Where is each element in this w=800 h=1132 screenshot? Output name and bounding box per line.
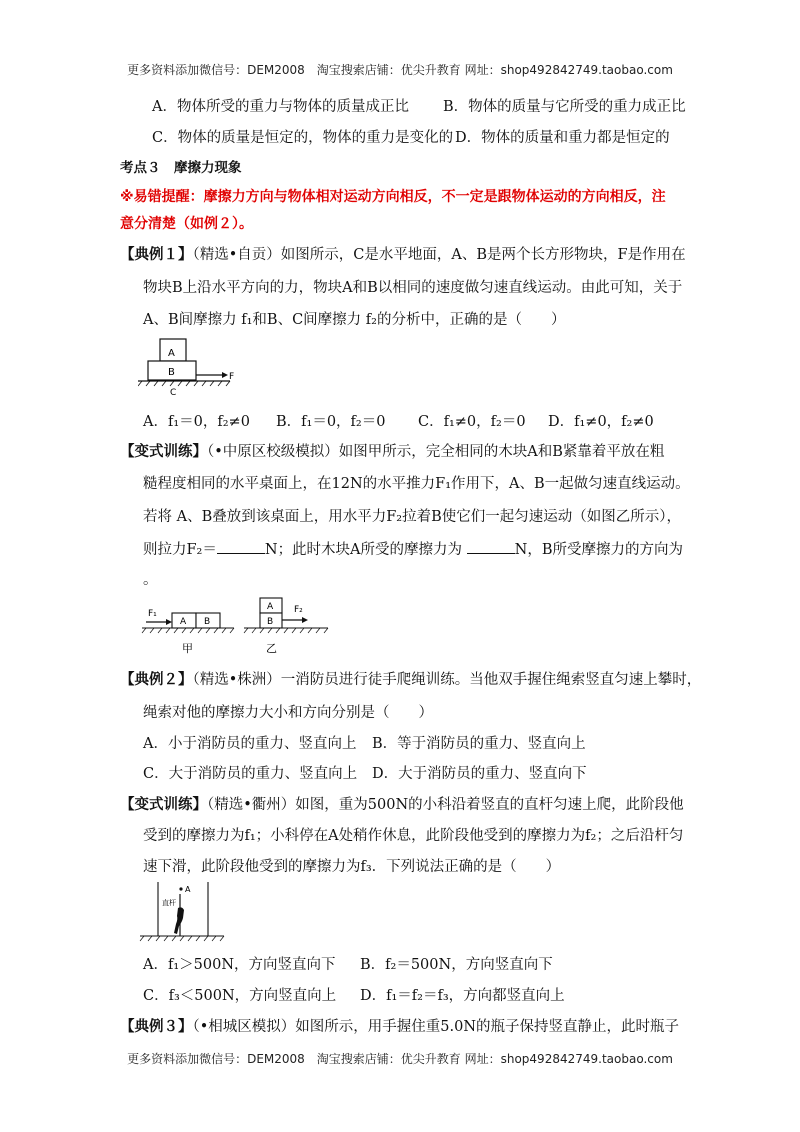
var1-line-3: 若将 A、B叠放到该桌面上，用水平力F₂拉着B使它们一起匀速运动（如图乙所示），: [143, 509, 682, 525]
ex1-line-2: 物块B上沿水平方向的力，物块A和B以相同的速度做匀速直线运动。由此可知，关于: [143, 280, 683, 296]
jia-caption: 甲: [182, 642, 193, 655]
ex2-label: 【典例２】: [120, 672, 193, 688]
ex1-option-c: C．f₁≠0，f₂＝0: [418, 414, 526, 430]
f1-label: F₁: [148, 609, 157, 619]
blank-f2: [217, 539, 265, 554]
var2-label: 【变式训练】: [120, 797, 207, 813]
var2-line-3: 速下滑，此阶段他受到的摩擦力为f₃．下列说法正确的是（ ）: [143, 859, 561, 875]
warning-line-1: ※易错提醒：摩擦力方向与物体相对运动方向相反，不一定是跟物体运动的方向相反，注: [120, 189, 666, 205]
svg-text:A: A: [180, 617, 187, 627]
var2-line-2: 受到的摩擦力为f₁；小科停在A处稍作休息，此阶段他受到的摩擦力为f₂；之后沿杆匀: [143, 828, 684, 844]
pole-label: 直杆: [162, 899, 176, 907]
svg-text:A: A: [267, 602, 274, 612]
ex1-option-b: B．f₁＝0，f₂＝0: [276, 414, 386, 430]
var2-option-b: B．f₂＝500N，方向竖直向下: [360, 957, 553, 973]
ex2-option-a: A．小于消防员的重力、竖直向上: [143, 736, 357, 752]
ex1-option-d: D．f₁≠0，f₂≠0: [548, 414, 654, 430]
prev-option-c: C．物体的质量是恒定的，物体的重力是变化的: [152, 130, 454, 146]
var1-line-2: 糙程度相同的水平桌面上，在12N的水平推力F₁作用下，A、B一起做匀速直线运动。: [143, 476, 690, 492]
prev-option-d: D．物体的质量和重力都是恒定的: [455, 130, 670, 146]
ex2-line-1: 【典例２】（精选•株洲）一消防员进行徒手爬绳训练。当他双手握住绳索竖直匀速上攀时，: [120, 672, 702, 688]
var1-line-5: 。: [143, 572, 158, 588]
page-header: 更多资料添加微信号：DEM2008 淘宝搜索店铺：优尖升教育 网址：shop492842749.taobao.com: [127, 63, 673, 77]
ex3-label: 【典例３】: [120, 1019, 193, 1035]
point-a-label: A: [185, 885, 191, 894]
force-f-label: F: [229, 372, 235, 382]
var1-line-4: 则拉力F₂＝ N；此时木块A所受的摩擦力为 N，B所受摩擦力的方向为: [143, 539, 683, 560]
section-title: 考点３ 摩擦力现象: [120, 160, 242, 176]
ex1-option-a: A．f₁＝0，f₂≠0: [143, 414, 250, 430]
var2-line-1: 【变式训练】（精选•衢州）如图，重为500N的小科沿着竖直的直杆匀速上爬，此阶段他: [120, 797, 684, 813]
var1-label: 【变式训练】: [120, 444, 207, 460]
var2-option-d: D．f₁＝f₂＝f₃，方向都竖直向上: [360, 988, 565, 1004]
ex1-figure: [138, 336, 248, 398]
ex3-line-1: 【典例３】（•相城区模拟）如图所示，用手握住重5.0N的瓶子保持竖直静止，此时瓶子: [120, 1019, 680, 1035]
var2-option-c: C．f₃＜500N，方向竖直向上: [143, 988, 337, 1004]
yi-caption: 乙: [266, 642, 277, 655]
f2-label: F₂: [294, 605, 303, 615]
warning-line-2: 意分清楚（如例２）。: [120, 216, 253, 232]
climber-icon: [174, 907, 184, 934]
ex2-option-c: C．大于消防员的重力、竖直向上: [143, 766, 358, 782]
svg-text:B: B: [204, 617, 211, 627]
svg-text:B: B: [267, 617, 274, 627]
page-footer: 更多资料添加微信号：DEM2008 淘宝搜索店铺：优尖升教育 网址：shop492842749.taobao.com: [127, 1052, 673, 1066]
ex1-line-3: A、B间摩擦力 f₁和B、C间摩擦力 f₂的分析中，正确的是（ ）: [143, 312, 566, 328]
ground-c-label: C: [170, 388, 177, 398]
var2-figure: [138, 880, 228, 942]
block-a-label: A: [168, 348, 175, 359]
ex2-line-2: 绳索对他的摩擦力大小和方向分别是（ ）: [143, 705, 433, 721]
ex2-option-d: D．大于消防员的重力、竖直向下: [372, 766, 587, 782]
block-b-label: B: [168, 367, 175, 378]
var1-line-1: 【变式训练】（•中原区校级模拟）如图甲所示，完全相同的木块A和B紧靠着平放在粗: [120, 444, 665, 460]
prev-option-a: A．物体所受的重力与物体的质量成正比: [152, 99, 409, 115]
var2-option-a: A．f₁＞500N，方向竖直向下: [143, 957, 336, 973]
point-a: [179, 887, 182, 890]
ex1-line-1: 【典例１】（精选•自贡）如图所示，C是水平地面，A、B是两个长方形物块，F是作用在: [120, 247, 686, 263]
prev-option-b: B．物体的质量与它所受的重力成正比: [443, 99, 686, 115]
ex2-option-b: B．等于消防员的重力、竖直向上: [372, 736, 586, 752]
blank-friction-a: [467, 539, 515, 554]
var1-figure: [138, 596, 338, 658]
ex1-label: 【典例１】: [120, 247, 193, 263]
